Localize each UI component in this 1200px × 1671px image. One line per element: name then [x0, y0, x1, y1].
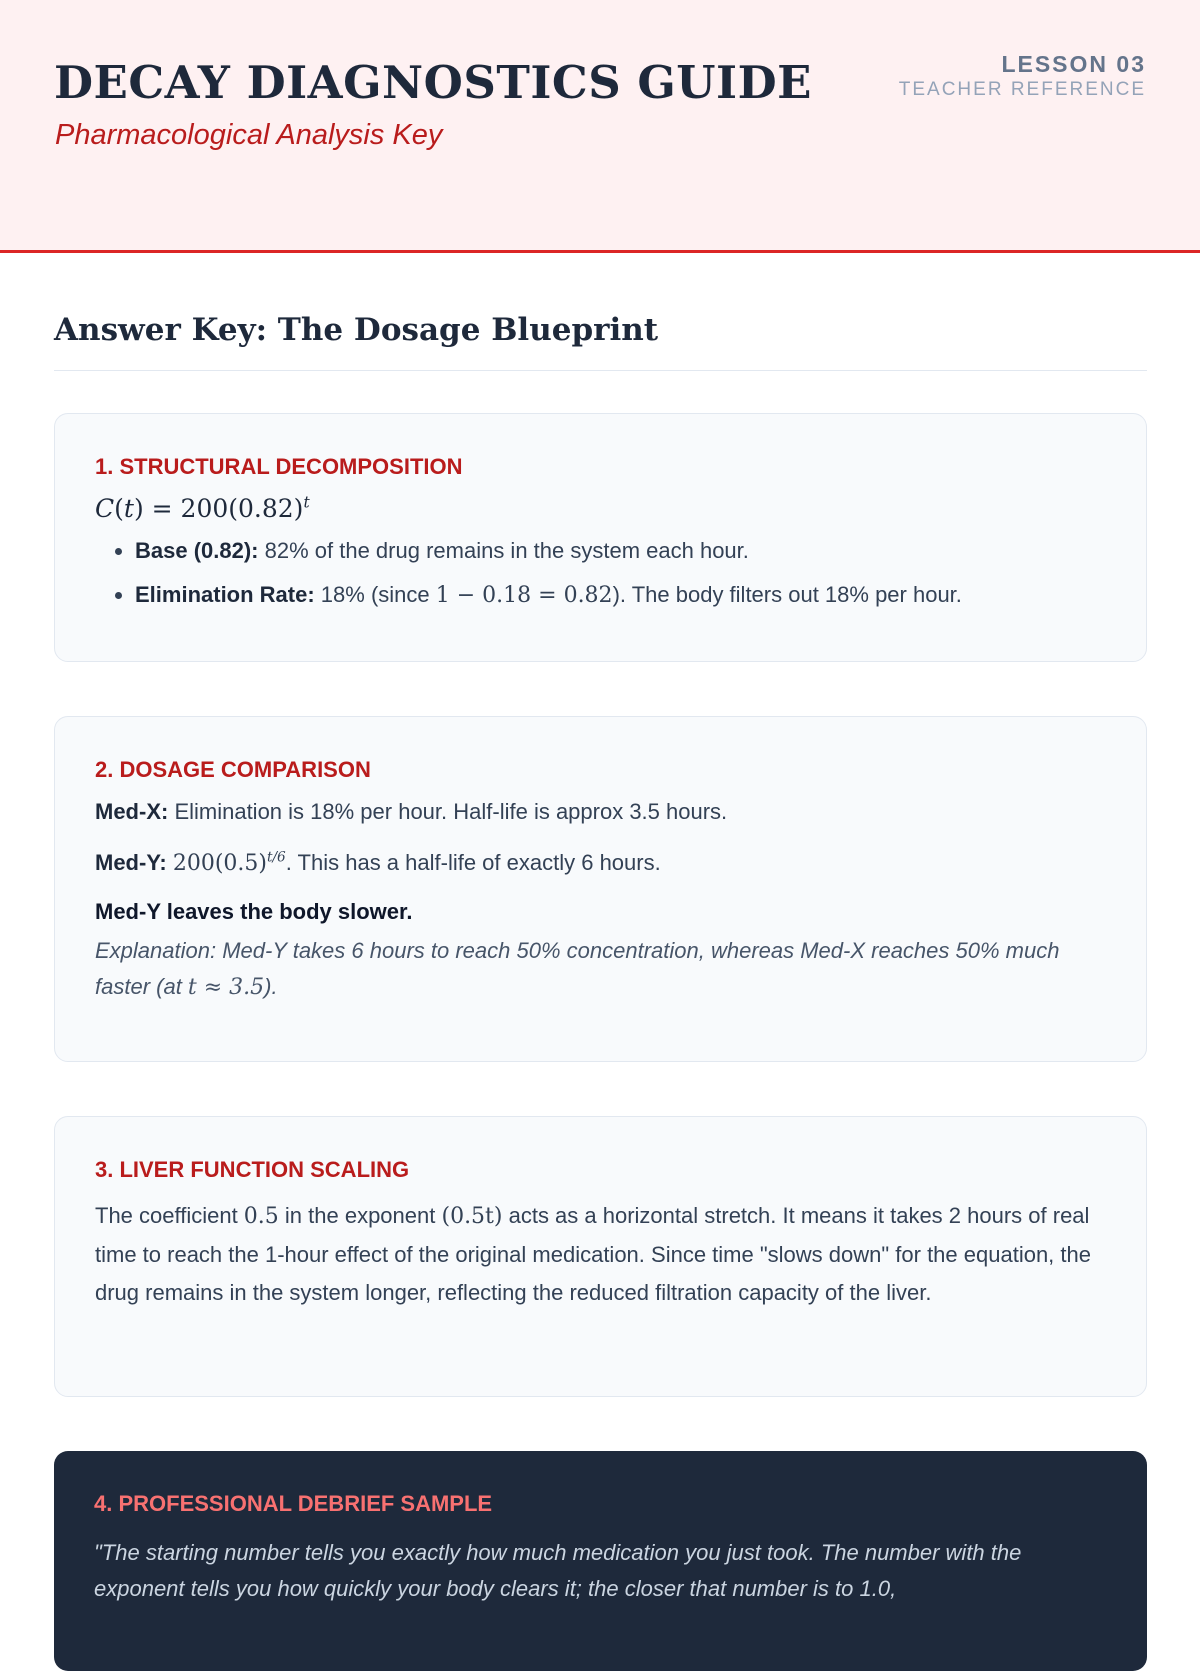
explanation-end: ).	[264, 974, 278, 1000]
role-label: TEACHER REFERENCE	[898, 79, 1146, 100]
comparison-verdict: Med-Y leaves the body slower.	[95, 899, 413, 925]
card-heading: 1. STRUCTURAL DECOMPOSITION	[95, 454, 463, 479]
decomposition-list	[95, 537, 1106, 610]
explanation-text: Explanation: Med-Y takes 6 hours to reach 50% concentration, whereas Med-X reaches 50% much faster (at	[95, 938, 1060, 1000]
liver-text: The coefficient	[95, 1203, 244, 1228]
medx-label: Med-X:	[95, 799, 169, 824]
medy-formula	[173, 851, 286, 876]
medy-text: . This has a half-life of exactly 6 hours.	[285, 849, 661, 875]
lesson-label: LESSON 03	[1001, 51, 1146, 77]
formula-function: C	[95, 494, 115, 523]
card-heading: 3. LIVER FUNCTION SCALING	[95, 1157, 410, 1182]
list-item	[135, 581, 1106, 611]
liver-math: (0.5t)	[441, 1204, 503, 1229]
medy-label: Med-Y:	[95, 849, 167, 875]
bullet-label: Elimination Rate:	[135, 581, 315, 607]
decay-formula: $C(t) = 200(0.82)^t$	[95, 493, 310, 523]
bullet-text: 82% of the drug remains in the system each hour.	[258, 538, 749, 563]
bullet-text: ). The body filters out 18% per hour.	[612, 581, 962, 607]
liver-math: 0.5	[243, 1204, 279, 1229]
formula-exponent: t	[303, 493, 310, 512]
page-header	[0, 0, 1200, 253]
liver-explanation	[95, 1197, 1106, 1312]
section-divider	[54, 370, 1147, 371]
card-structural-decomposition	[54, 413, 1147, 662]
card-heading: 4. PROFESSIONAL DEBRIEF SAMPLE	[94, 1491, 493, 1516]
card-dosage-comparison	[54, 716, 1147, 1062]
card-professional-debrief	[54, 1451, 1147, 1671]
explanation-math: t ≈ 3.5	[187, 975, 265, 1001]
bullet-label: Base (0.82):	[135, 538, 259, 563]
formula-variable: t	[123, 494, 134, 523]
list-item	[135, 537, 1106, 566]
card-heading: 2. DOSAGE COMPARISON	[95, 757, 371, 782]
debrief-quote: "The starting number tells you exactly how much medication you just took. The number with the exponent tells you how quickly your body clears it; the closer that number is to 1.0,	[94, 1540, 1022, 1601]
comparison-explanation	[95, 933, 1106, 1006]
card-liver-function	[54, 1116, 1147, 1397]
section-title: Answer Key: The Dosage Blueprint	[54, 312, 659, 348]
bullet-math: 1 − 0.18 = 0.82	[435, 582, 613, 608]
medx-line	[95, 797, 1106, 827]
medy-line	[95, 848, 1106, 879]
page-subtitle: Pharmacological Analysis Key	[55, 119, 443, 151]
page-title: DECAY DIAGNOSTICS GUIDE	[54, 56, 812, 109]
formula-body: ) = 200(0.82)	[133, 494, 304, 523]
medy-formula-exponent: t/6	[266, 849, 286, 866]
liver-text: acts as a horizontal stretch. It means it takes 2 hours of real time to reach the 1-hour effect of the original medication. Since time "slows down" for the equation, the drug remains in the system longer, reflecting the reduced filtration capacity of the liver.	[95, 1203, 1091, 1305]
medx-text: Elimination is 18% per hour. Half-life is approx 3.5 hours.	[168, 799, 728, 824]
bullet-text: 18% (since	[314, 581, 436, 607]
liver-text: in the exponent	[278, 1203, 442, 1228]
medy-formula-base: 200(0.5)	[172, 850, 267, 876]
